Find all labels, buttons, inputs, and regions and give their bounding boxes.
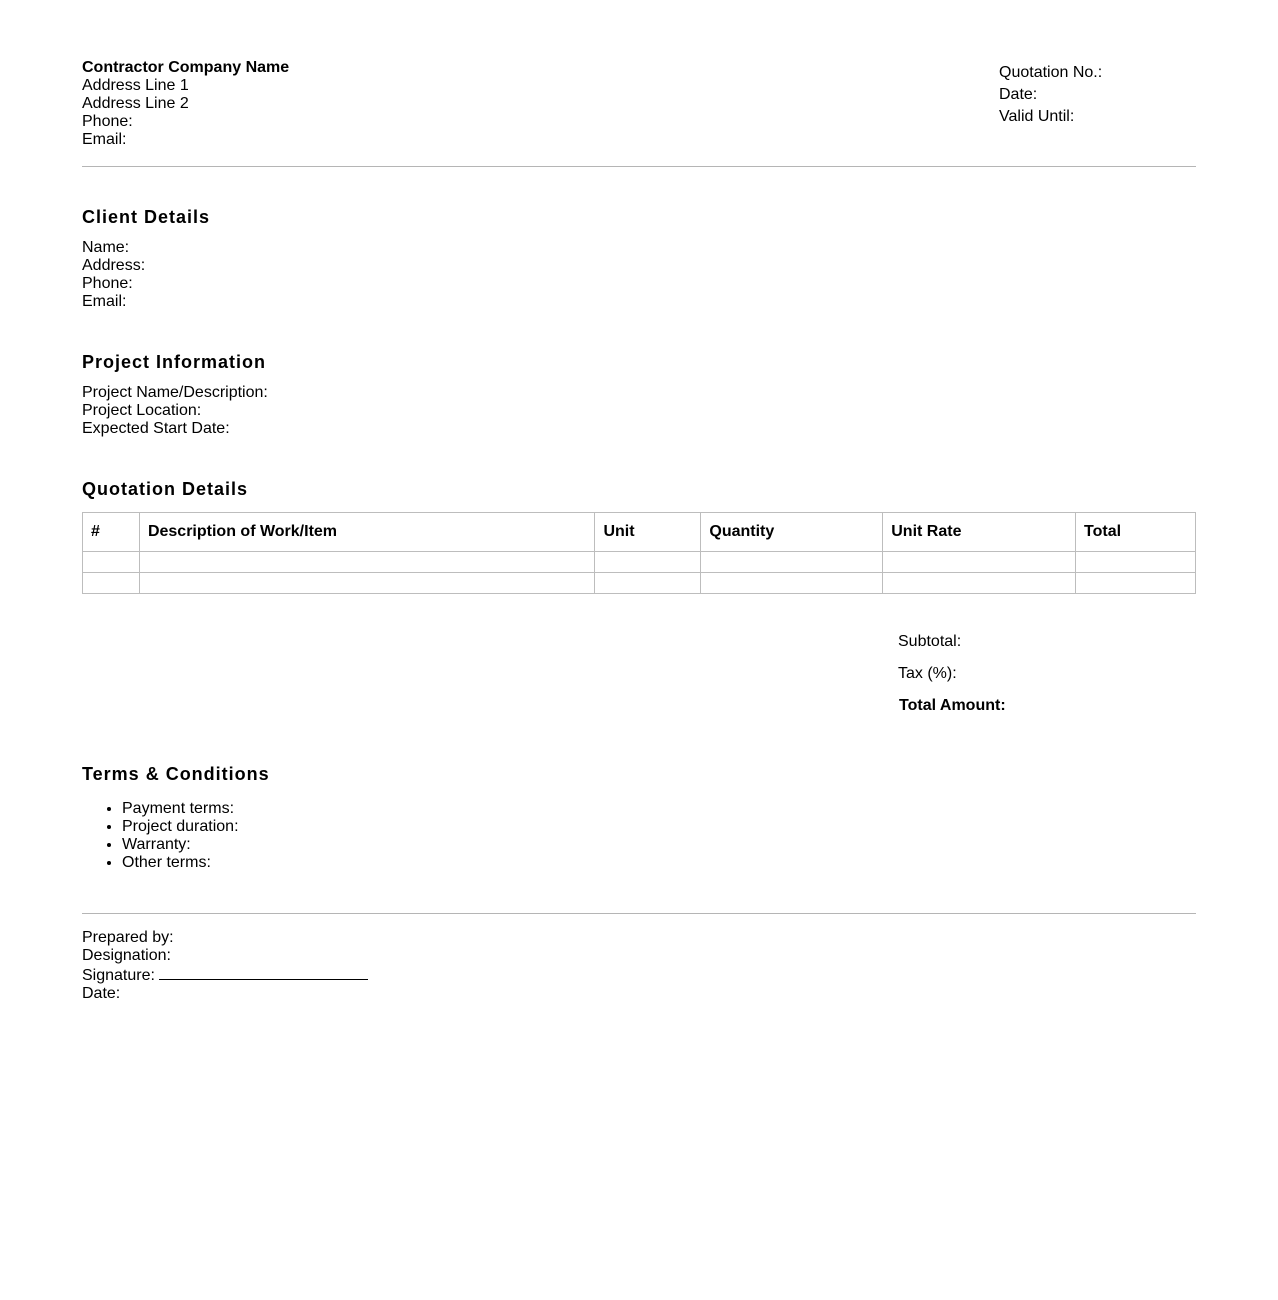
column-header-number: #	[83, 513, 140, 552]
expected-start-date-label: Expected Start Date:	[82, 420, 230, 437]
prepared-by-label: Prepared by:	[82, 929, 174, 946]
subtotal-label: Subtotal:	[898, 633, 962, 650]
footer-divider	[82, 913, 1196, 914]
list-item: • Project duration:	[122, 818, 239, 836]
document-header	[82, 0, 1196, 166]
list-item: • Warranty:	[122, 836, 239, 854]
column-header-unit: Unit	[595, 513, 701, 552]
contractor-info	[82, 59, 289, 149]
quotation-meta	[999, 62, 1102, 128]
quotation-document	[82, 0, 1196, 1002]
table-cell	[883, 573, 1076, 594]
company-phone-label: Phone:	[82, 113, 133, 130]
quotation-items-table	[82, 512, 1196, 594]
client-details-heading: Client Details	[82, 207, 211, 227]
signature-row	[82, 965, 368, 985]
table-cell	[139, 552, 595, 573]
table-row	[83, 552, 1196, 573]
table-cell	[701, 573, 883, 594]
signature-line	[159, 965, 368, 980]
table-cell	[1076, 573, 1196, 594]
table-cell	[883, 552, 1076, 573]
signoff-date-label: Date:	[82, 985, 121, 1002]
client-email-label: Email:	[82, 293, 127, 310]
table-cell	[595, 552, 701, 573]
table-cell	[595, 573, 701, 594]
company-email-label: Email:	[82, 131, 127, 148]
client-phone-label: Phone:	[82, 275, 133, 292]
column-header-description: Description of Work/Item	[139, 513, 595, 552]
list-item: • Payment terms:	[122, 800, 239, 818]
header-divider	[82, 166, 1196, 167]
valid-until-label: Valid Until:	[999, 108, 1075, 125]
signoff-block	[82, 929, 368, 1003]
terms-conditions-heading: Terms & Conditions	[82, 764, 270, 784]
signature-label: Signature:	[82, 967, 155, 984]
project-location-label: Project Location:	[82, 402, 202, 419]
table-header-row	[83, 513, 1196, 552]
project-information-heading: Project Information	[82, 352, 267, 372]
client-address-label: Address:	[82, 257, 146, 274]
table-cell	[139, 573, 595, 594]
designation-label: Designation:	[82, 947, 171, 964]
table-cell	[83, 573, 140, 594]
project-name-label: Project Name/Description:	[82, 384, 268, 401]
address-line-1: Address Line 1	[82, 77, 189, 94]
company-name: Contractor Company Name	[82, 59, 290, 76]
tax-label: Tax (%):	[898, 665, 957, 682]
client-details	[82, 239, 145, 311]
table-row	[83, 573, 1196, 594]
list-item: • Other terms:	[122, 854, 239, 872]
table-cell	[1076, 552, 1196, 573]
address-line-2: Address Line 2	[82, 95, 189, 112]
project-information	[82, 384, 268, 438]
totals-summary	[898, 633, 1006, 729]
terms-list	[82, 800, 239, 872]
column-header-total: Total	[1076, 513, 1196, 552]
table-cell	[701, 552, 883, 573]
client-name-label: Name:	[82, 239, 130, 256]
table-cell	[83, 552, 140, 573]
quotation-details-heading: Quotation Details	[82, 479, 249, 499]
quotation-number-label: Quotation No.:	[999, 64, 1103, 81]
total-amount-label: Total Amount:	[899, 697, 1006, 714]
quotation-date-label: Date:	[999, 86, 1038, 103]
column-header-unit-rate: Unit Rate	[883, 513, 1076, 552]
column-header-quantity: Quantity	[701, 513, 883, 552]
